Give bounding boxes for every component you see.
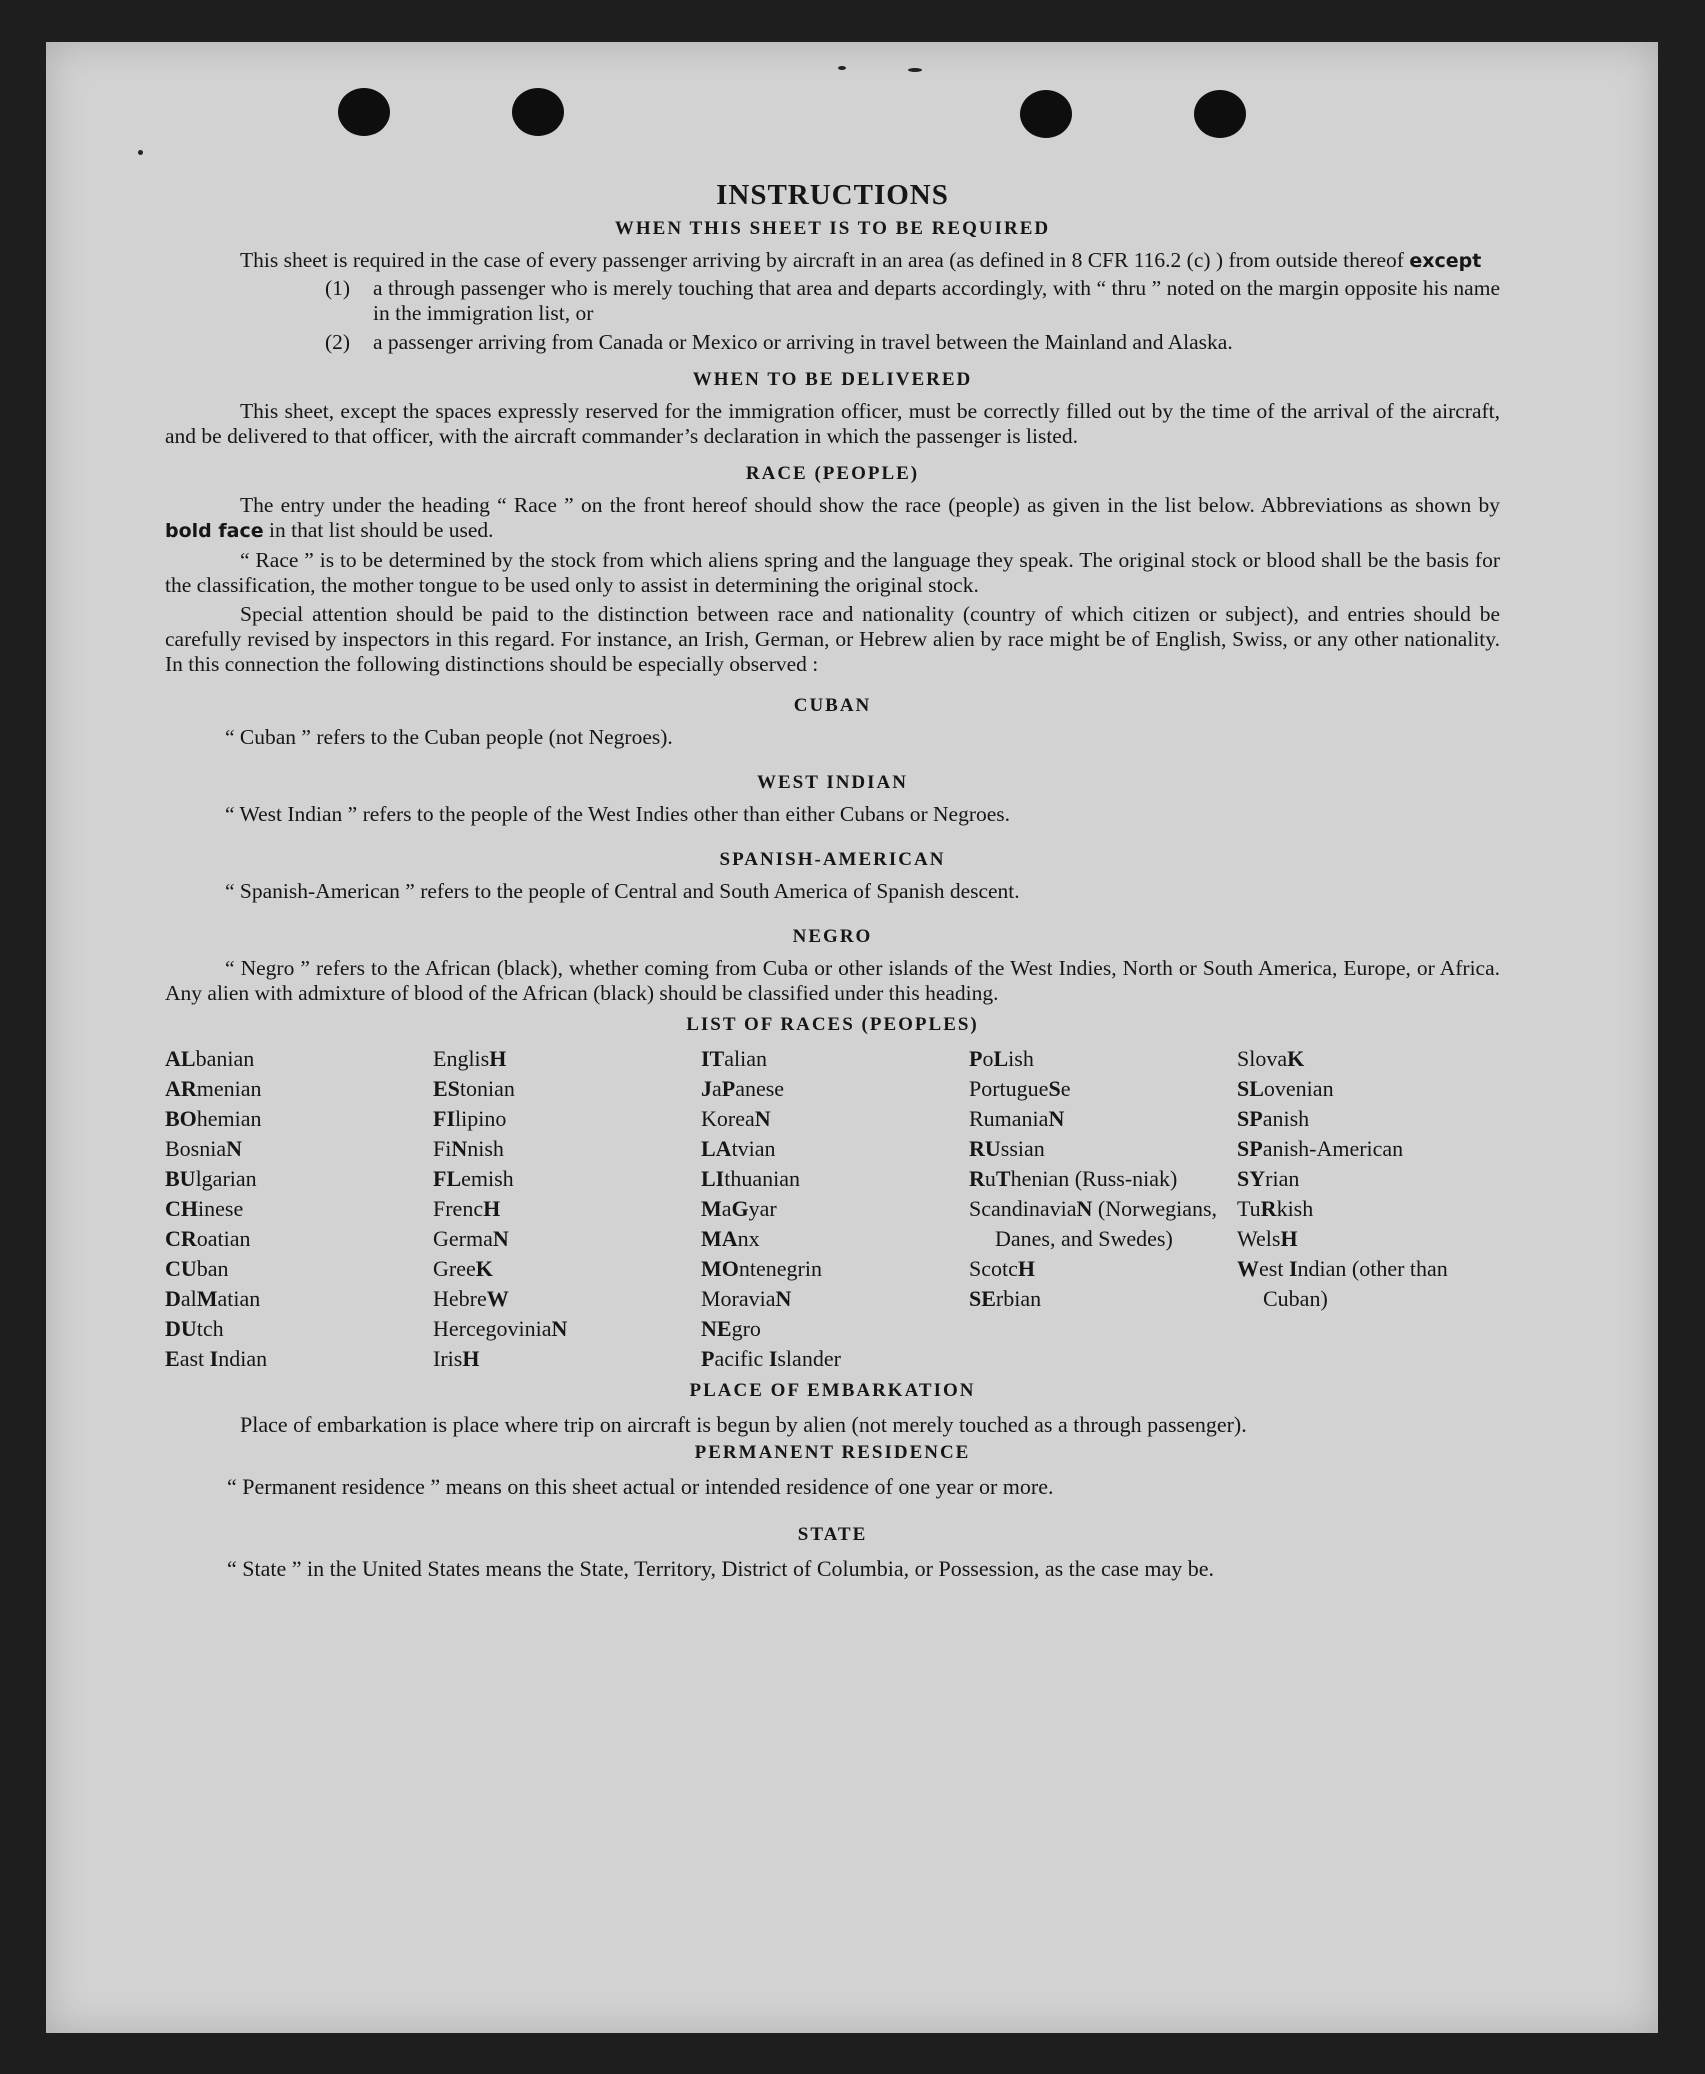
instructions-content — [165, 135, 1500, 1584]
heading-cuban: CUBAN — [793, 695, 872, 716]
exception-item — [165, 276, 1500, 326]
exception-number: (1) — [325, 276, 351, 300]
exception-number: (2) — [325, 330, 351, 354]
spanish-american-text: “ Spanish-American ” refers to the people of Central and South America of Spanish descent. — [225, 879, 1020, 903]
race-entry: FiNnish — [433, 1136, 504, 1161]
race-paragraph-1: The entry under the heading “ Race ” on the front hereof should show the race (people) as given in the list below. Abbreviations as shown by bold face in that list should be used. — [165, 493, 1500, 542]
when-required-intro: This sheet is required in the case of every passenger arriving by aircraft in an area (as defined in 8 CFR 116.2 (c) ) from outside thereof except — [240, 248, 1482, 272]
race-entry: BUlgarian — [165, 1166, 257, 1191]
heading-when-delivered: WHEN TO BE DELIVERED — [692, 369, 973, 390]
race-entry: SYrian — [1237, 1166, 1300, 1191]
heading-permanent-residence: PERMANENT RESIDENCE — [694, 1442, 971, 1463]
races-column — [165, 1044, 433, 1374]
race-entry: FLemish — [433, 1166, 514, 1191]
race-entry: SLovenian — [1237, 1076, 1334, 1101]
race-paragraph-2: “ Race ” is to be determined by the stock from which aliens spring and the language they speak. The original stock or blood shall be the basis for the classification, the mother tongue to be used only to assist in determining the original stock. — [165, 548, 1500, 597]
exception-text: a passenger arriving from Canada or Mexico or arriving in travel between the Mainland and Alaska. — [373, 330, 1233, 354]
race-entry: ScandinaviaN (Norwegians, Danes, and Swedes) — [969, 1196, 1218, 1251]
race-paragraph-3: Special attention should be paid to the distinction between race and nationality (country of which citizen or subject), and entries should be carefully revised by inspectors in this regard. For instance, an Irish, German, or Hebrew alien by race might be of English, Swiss, or any other nationality. In this connection the following distinctions should be especially observed : — [165, 602, 1500, 676]
race-entry: MaGyar — [701, 1196, 777, 1221]
race-entry: MAnx — [701, 1226, 760, 1251]
race-entry: WelsH — [1237, 1226, 1298, 1251]
race-entry: SErbian — [969, 1286, 1042, 1311]
race-entry: HercegoviniaN — [433, 1316, 568, 1341]
punch-hole — [338, 88, 390, 136]
negro-text: “ Negro ” refers to the African (black), whether coming from Cuba or other islands of the West Indies, North or South America, Europe, or Africa. Any alien with admixture of blood of the African (black) should be classified under this heading. — [165, 956, 1500, 1005]
heading-list-of-races: LIST OF RACES (PEOPLES) — [686, 1014, 979, 1035]
race-entry: CRoatian — [165, 1226, 251, 1251]
races-column — [701, 1044, 969, 1374]
race-entry: IrisH — [433, 1346, 480, 1371]
race-entry: PoLish — [969, 1046, 1034, 1071]
exception-item — [165, 330, 1500, 355]
page-title: INSTRUCTIONS — [716, 179, 949, 211]
when-delivered-text: This sheet, except the spaces expressly reserved for the immigration officer, must be correctly filled out by the time of the arrival of the aircraft, and be delivered to that officer, with the aircraft commander’s declaration in which the passenger is listed. — [165, 399, 1500, 448]
race-entry: ITalian — [701, 1046, 768, 1071]
race-entry: NEgro — [701, 1316, 761, 1341]
race-entry: RuThenian (Russ-niak) — [969, 1166, 1178, 1191]
exception-text: a through passenger who is merely touching that area and departs accordingly, with “ thru ” noted on the margin opposite his name in the immigration list, or — [373, 276, 1500, 325]
heading-west-indian: WEST INDIAN — [757, 772, 908, 793]
race-entry: MOntenegrin — [701, 1256, 822, 1281]
race-entry: BOhemian — [165, 1106, 262, 1131]
races-table — [165, 1044, 1500, 1374]
speck — [838, 66, 846, 70]
races-column — [433, 1044, 701, 1374]
race-entry: EStonian — [433, 1076, 515, 1101]
race-entry: CUban — [165, 1256, 229, 1281]
race-entry: East Indian — [165, 1346, 268, 1371]
race-entry: LIthuanian — [701, 1166, 801, 1191]
exception-list — [165, 276, 1500, 355]
cuban-text: “ Cuban ” refers to the Cuban people (not Negroes). — [225, 725, 673, 749]
punch-hole — [1194, 90, 1246, 138]
speck — [138, 150, 143, 155]
race-entry: ALbanian — [165, 1046, 255, 1071]
race-entry: JaPanese — [701, 1076, 785, 1101]
races-column — [969, 1044, 1237, 1374]
heading-state: STATE — [797, 1524, 868, 1545]
race-entry: LAtvian — [701, 1136, 776, 1161]
residence-text: “ Permanent residence ” means on this sheet actual or intended residence of one year or more. — [227, 1474, 1054, 1499]
race-entry: RUssian — [969, 1136, 1045, 1161]
race-entry: FrencH — [433, 1196, 501, 1221]
race-entry: SPanish — [1237, 1106, 1310, 1131]
speck — [908, 68, 922, 72]
race-entry: TuRkish — [1237, 1196, 1314, 1221]
race-entry: SlovaK — [1237, 1046, 1305, 1071]
state-text: “ State ” in the United States means the State, Territory, District of Columbia, or Possession, as the case may be. — [227, 1556, 1215, 1581]
heading-race: RACE (PEOPLE) — [745, 463, 920, 484]
west-indian-text: “ West Indian ” refers to the people of the West Indies other than either Cubans or Negroes. — [225, 802, 1011, 826]
race-entry: DalMatian — [165, 1286, 261, 1311]
punch-hole — [1020, 90, 1072, 138]
race-entry: HebreW — [433, 1286, 509, 1311]
embarkation-text: Place of embarkation is place where trip on aircraft is begun by alien (not merely touched as a through passenger). — [240, 1412, 1247, 1437]
race-entry: KoreaN — [701, 1106, 771, 1131]
race-entry: West Indian (other than Cuban) — [1237, 1256, 1448, 1311]
race-entry: RumaniaN — [969, 1106, 1065, 1131]
race-entry: GermaN — [433, 1226, 509, 1251]
race-entry: MoraviaN — [701, 1286, 792, 1311]
race-entry: ARmenian — [165, 1076, 262, 1101]
race-entry: PortugueSe — [969, 1076, 1071, 1101]
race-entry: ScotcH — [969, 1256, 1036, 1281]
race-entry: GreeK — [433, 1256, 493, 1281]
heading-embarkation: PLACE OF EMBARKATION — [689, 1380, 976, 1401]
race-entry: BosniaN — [165, 1136, 243, 1161]
heading-when-required: WHEN THIS SHEET IS TO BE REQUIRED — [614, 218, 1051, 239]
race-entry: Pacific Islander — [701, 1346, 841, 1371]
race-entry: CHinese — [165, 1196, 244, 1221]
race-entry: DUtch — [165, 1316, 224, 1341]
race-entry: SPanish-American — [1237, 1136, 1404, 1161]
heading-spanish-american: SPANISH-AMERICAN — [719, 849, 946, 870]
punch-hole — [512, 88, 564, 136]
heading-negro: NEGRO — [792, 926, 873, 947]
race-entry: FIlipino — [433, 1106, 507, 1131]
races-column — [1237, 1044, 1505, 1374]
race-entry: EnglisH — [433, 1046, 507, 1071]
